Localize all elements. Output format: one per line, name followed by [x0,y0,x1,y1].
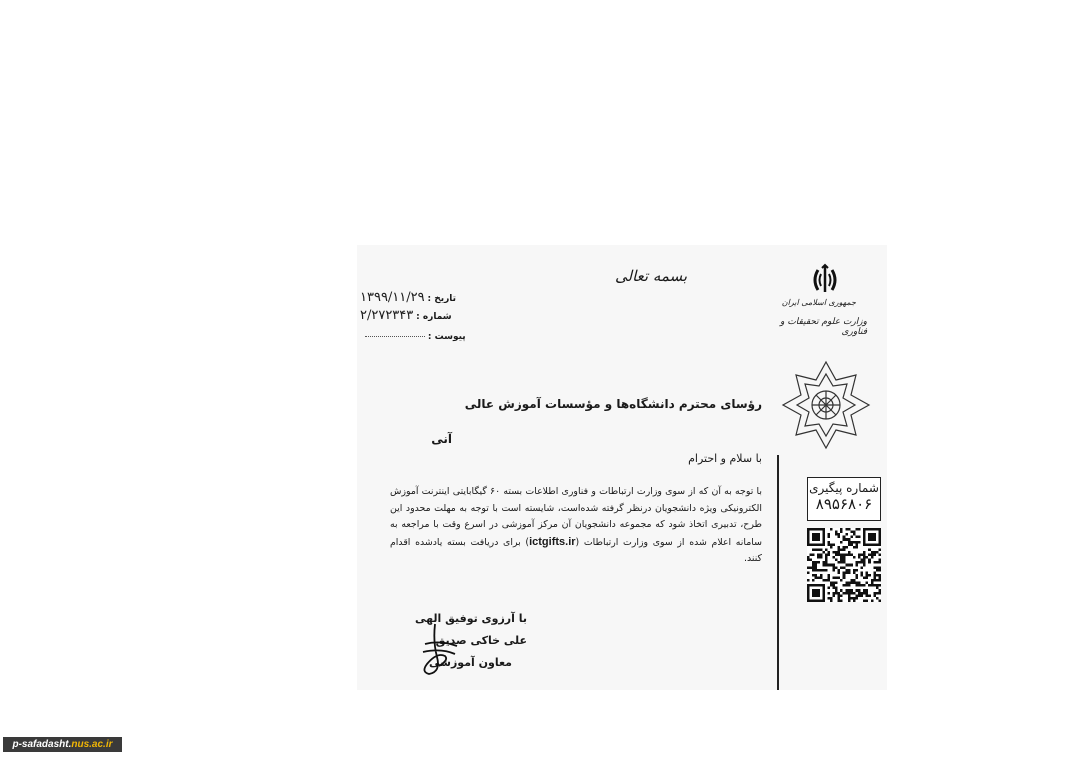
org-name-line1: جمهوری اسلامی ایران [781,298,856,307]
letter-body [390,484,762,568]
date-row [360,290,456,305]
org-name-line2: وزارت علوم تحقیقات و فناوری [780,317,867,337]
body-text-after-url: ) برای دریافت بسته یادشده اقدام کنند. [390,536,762,564]
qr-code-icon [807,528,881,602]
number-value: ۲/۲۷۲۳۴۳ [360,308,414,323]
signer-title: معاون آموزشی [429,656,512,669]
greeting-line: با سلام و احترام [688,452,762,465]
date-label: تاریخ : [427,294,457,304]
closing-line: با آرزوی توفیق الهی [414,612,527,625]
attachment-dots [365,336,425,337]
attachment-label: پیوست : [427,332,466,342]
tracking-number: ۸۹۵۶۸۰۶ [815,495,873,513]
handwritten-signature [415,622,465,677]
body-text-before-url: با توجه به آن که از سوی وزارت ارتباطات و فناوری اطلاعات بسته ۶۰ گیگابایتی اینترنت آموزش الکترونیکی ویژه دانشجویان درنظر گرفته شده‌است، شایسته است با توجه به مهلت محدود این طرح، تدبیری اتخاذ شود که مجموعه دانشجویان آن مرکز آموزشی در اسرع وقت با مراجعه به سامانه اعلام شده از سوی وزارت ارتباطات ( [390,486,763,548]
watermark-main: p-safadasht. [12,739,72,750]
signer-name: علی خاکی صدیق [435,634,527,647]
tracking-number-box [807,477,881,521]
ornament-icon [781,360,871,450]
number-row [360,308,452,323]
bismillah-heading: بسمه تعالی [615,267,688,285]
watermark-accent: nus.ac.ir [71,739,113,750]
number-label: شماره : [416,312,452,322]
margin-rule [777,455,779,690]
site-watermark [3,737,122,752]
tracking-label: شماره پیگیری [809,481,879,495]
date-value: ۱۳۹۹/۱۱/۲۹ [360,290,425,305]
recipient-line: رؤسای محترم دانشگاه‌ها و مؤسسات آموزش عالی [464,397,762,411]
attachment-row [365,332,466,342]
urgency-label: آنی [431,432,452,446]
iran-emblem-icon [808,262,842,296]
body-url: ictgifts.ir [529,535,576,548]
